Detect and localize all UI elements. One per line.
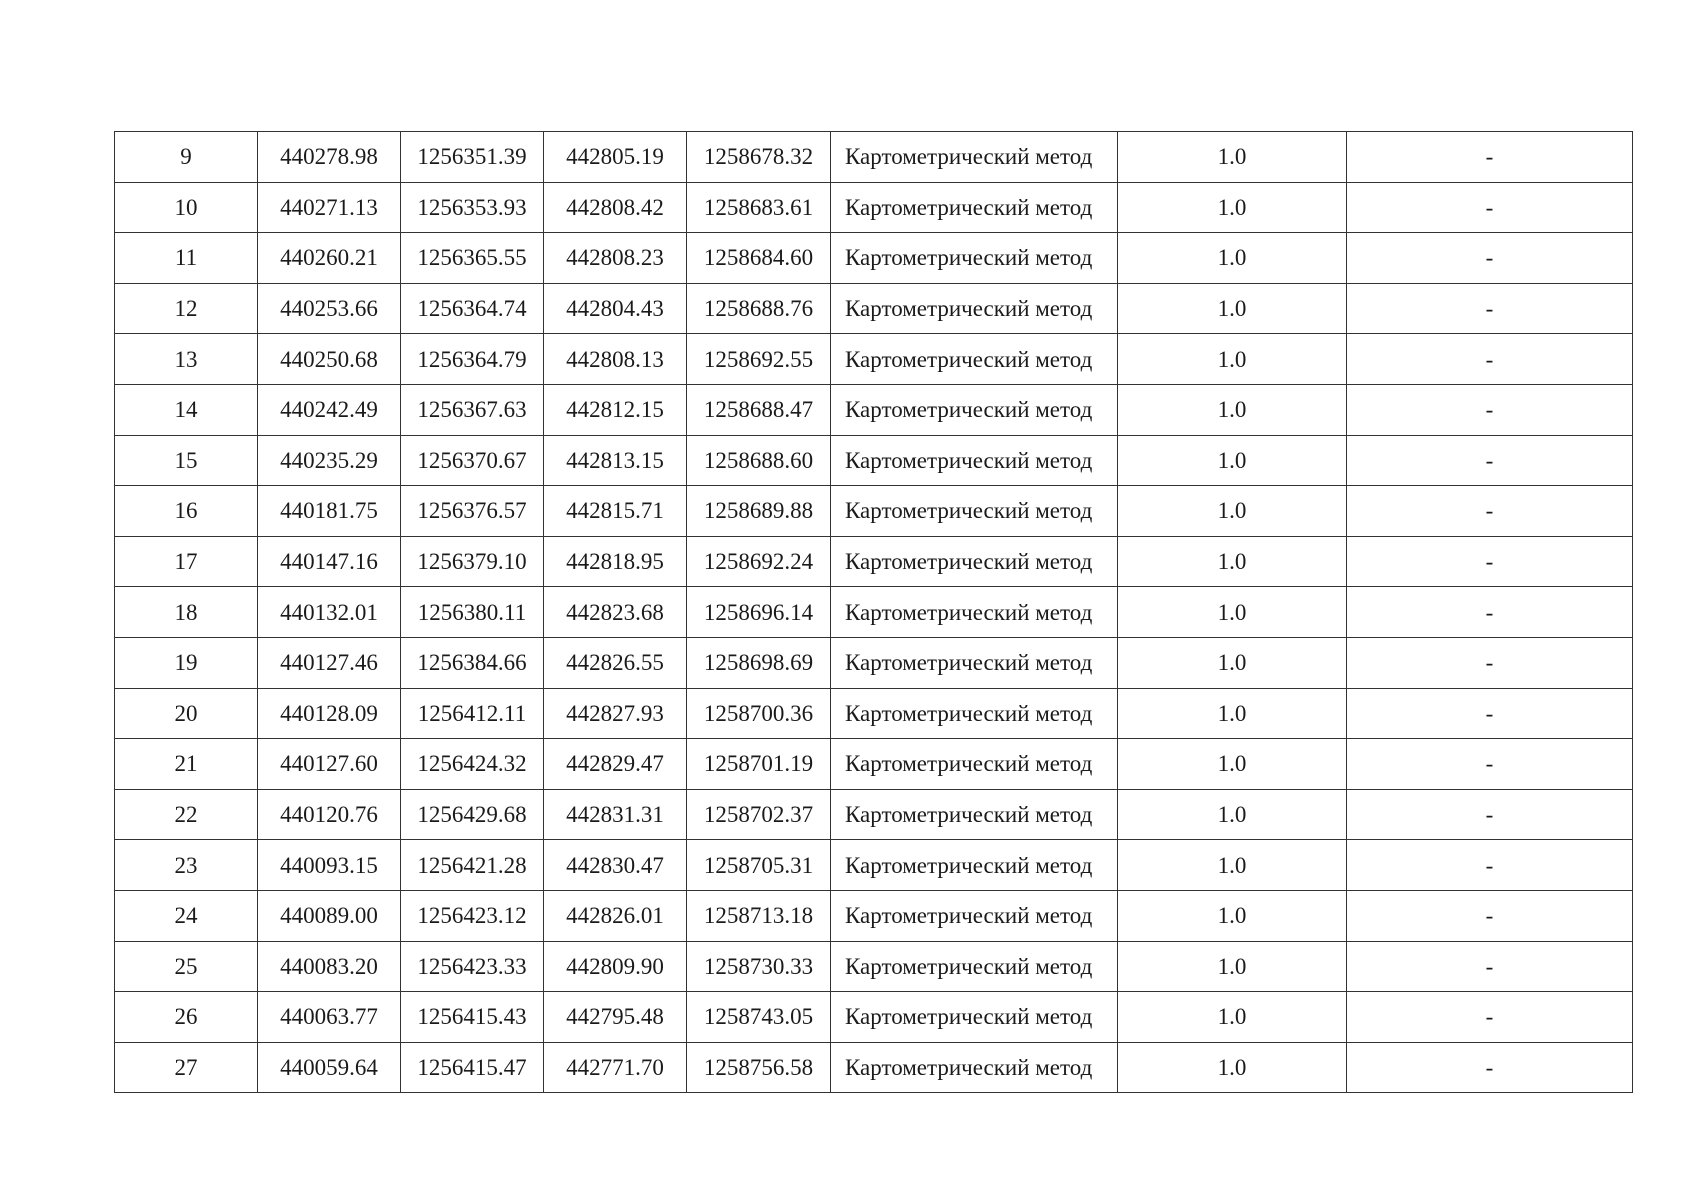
x-coordinate-1-cell: 440181.75 <box>258 486 401 537</box>
x-coordinate-2-cell: 442831.31 <box>544 789 687 840</box>
point-number-cell: 16 <box>115 486 258 537</box>
note-cell: - <box>1347 688 1633 739</box>
method-cell: Картометрический метод <box>831 587 1118 638</box>
x-coordinate-1-cell: 440093.15 <box>258 840 401 891</box>
note-cell: - <box>1347 840 1633 891</box>
y-coordinate-2-cell: 1258688.76 <box>687 283 831 334</box>
y-coordinate-1-cell: 1256351.39 <box>401 132 544 183</box>
y-coordinate-1-cell: 1256415.43 <box>401 992 544 1043</box>
table-row <box>115 435 1633 486</box>
point-number-cell: 13 <box>115 334 258 385</box>
note-cell: - <box>1347 182 1633 233</box>
accuracy-cell: 1.0 <box>1118 941 1347 992</box>
accuracy-cell: 1.0 <box>1118 1042 1347 1093</box>
accuracy-cell: 1.0 <box>1118 283 1347 334</box>
coordinates-table-body <box>115 132 1633 1093</box>
method-cell: Картометрический метод <box>831 182 1118 233</box>
table-row <box>115 637 1633 688</box>
y-coordinate-1-cell: 1256424.32 <box>401 739 544 790</box>
table-row <box>115 992 1633 1043</box>
accuracy-cell: 1.0 <box>1118 637 1347 688</box>
method-cell: Картометрический метод <box>831 992 1118 1043</box>
point-number-cell: 18 <box>115 587 258 638</box>
table-row <box>115 283 1633 334</box>
accuracy-cell: 1.0 <box>1118 890 1347 941</box>
y-coordinate-2-cell: 1258692.55 <box>687 334 831 385</box>
y-coordinate-2-cell: 1258700.36 <box>687 688 831 739</box>
x-coordinate-2-cell: 442827.93 <box>544 688 687 739</box>
method-cell: Картометрический метод <box>831 536 1118 587</box>
point-number-cell: 23 <box>115 840 258 891</box>
y-coordinate-2-cell: 1258730.33 <box>687 941 831 992</box>
y-coordinate-1-cell: 1256423.33 <box>401 941 544 992</box>
y-coordinate-1-cell: 1256421.28 <box>401 840 544 891</box>
accuracy-cell: 1.0 <box>1118 334 1347 385</box>
x-coordinate-1-cell: 440128.09 <box>258 688 401 739</box>
x-coordinate-1-cell: 440271.13 <box>258 182 401 233</box>
point-number-cell: 12 <box>115 283 258 334</box>
accuracy-cell: 1.0 <box>1118 688 1347 739</box>
note-cell: - <box>1347 233 1633 284</box>
method-cell: Картометрический метод <box>831 334 1118 385</box>
method-cell: Картометрический метод <box>831 688 1118 739</box>
accuracy-cell: 1.0 <box>1118 739 1347 790</box>
point-number-cell: 24 <box>115 890 258 941</box>
x-coordinate-1-cell: 440063.77 <box>258 992 401 1043</box>
x-coordinate-1-cell: 440127.60 <box>258 739 401 790</box>
y-coordinate-1-cell: 1256367.63 <box>401 384 544 435</box>
y-coordinate-2-cell: 1258756.58 <box>687 1042 831 1093</box>
table-row <box>115 384 1633 435</box>
y-coordinate-1-cell: 1256364.79 <box>401 334 544 385</box>
note-cell: - <box>1347 890 1633 941</box>
x-coordinate-1-cell: 440235.29 <box>258 435 401 486</box>
table-row <box>115 587 1633 638</box>
method-cell: Картометрический метод <box>831 283 1118 334</box>
table-row <box>115 536 1633 587</box>
y-coordinate-1-cell: 1256353.93 <box>401 182 544 233</box>
note-cell: - <box>1347 1042 1633 1093</box>
y-coordinate-2-cell: 1258698.69 <box>687 637 831 688</box>
method-cell: Картометрический метод <box>831 132 1118 183</box>
point-number-cell: 9 <box>115 132 258 183</box>
point-number-cell: 25 <box>115 941 258 992</box>
method-cell: Картометрический метод <box>831 233 1118 284</box>
x-coordinate-2-cell: 442808.13 <box>544 334 687 385</box>
y-coordinate-2-cell: 1258696.14 <box>687 587 831 638</box>
x-coordinate-2-cell: 442815.71 <box>544 486 687 537</box>
y-coordinate-1-cell: 1256364.74 <box>401 283 544 334</box>
accuracy-cell: 1.0 <box>1118 536 1347 587</box>
point-number-cell: 11 <box>115 233 258 284</box>
x-coordinate-1-cell: 440127.46 <box>258 637 401 688</box>
table-row <box>115 182 1633 233</box>
point-number-cell: 10 <box>115 182 258 233</box>
x-coordinate-2-cell: 442823.68 <box>544 587 687 638</box>
note-cell: - <box>1347 132 1633 183</box>
y-coordinate-2-cell: 1258702.37 <box>687 789 831 840</box>
table-row <box>115 233 1633 284</box>
note-cell: - <box>1347 637 1633 688</box>
x-coordinate-1-cell: 440253.66 <box>258 283 401 334</box>
table-row <box>115 486 1633 537</box>
x-coordinate-1-cell: 440132.01 <box>258 587 401 638</box>
point-number-cell: 19 <box>115 637 258 688</box>
method-cell: Картометрический метод <box>831 789 1118 840</box>
y-coordinate-2-cell: 1258683.61 <box>687 182 831 233</box>
method-cell: Картометрический метод <box>831 840 1118 891</box>
note-cell: - <box>1347 435 1633 486</box>
method-cell: Картометрический метод <box>831 890 1118 941</box>
y-coordinate-2-cell: 1258701.19 <box>687 739 831 790</box>
table-row <box>115 739 1633 790</box>
y-coordinate-1-cell: 1256412.11 <box>401 688 544 739</box>
y-coordinate-2-cell: 1258692.24 <box>687 536 831 587</box>
accuracy-cell: 1.0 <box>1118 435 1347 486</box>
x-coordinate-1-cell: 440260.21 <box>258 233 401 284</box>
note-cell: - <box>1347 486 1633 537</box>
method-cell: Картометрический метод <box>831 637 1118 688</box>
method-cell: Картометрический метод <box>831 435 1118 486</box>
y-coordinate-1-cell: 1256384.66 <box>401 637 544 688</box>
point-number-cell: 21 <box>115 739 258 790</box>
table-row <box>115 840 1633 891</box>
x-coordinate-2-cell: 442808.23 <box>544 233 687 284</box>
y-coordinate-1-cell: 1256365.55 <box>401 233 544 284</box>
point-number-cell: 27 <box>115 1042 258 1093</box>
accuracy-cell: 1.0 <box>1118 992 1347 1043</box>
x-coordinate-2-cell: 442826.55 <box>544 637 687 688</box>
y-coordinate-2-cell: 1258678.32 <box>687 132 831 183</box>
table-row <box>115 334 1633 385</box>
x-coordinate-2-cell: 442830.47 <box>544 840 687 891</box>
x-coordinate-1-cell: 440242.49 <box>258 384 401 435</box>
note-cell: - <box>1347 384 1633 435</box>
x-coordinate-1-cell: 440089.00 <box>258 890 401 941</box>
table-row <box>115 1042 1633 1093</box>
point-number-cell: 26 <box>115 992 258 1043</box>
point-number-cell: 14 <box>115 384 258 435</box>
accuracy-cell: 1.0 <box>1118 840 1347 891</box>
x-coordinate-1-cell: 440083.20 <box>258 941 401 992</box>
x-coordinate-2-cell: 442804.43 <box>544 283 687 334</box>
x-coordinate-2-cell: 442813.15 <box>544 435 687 486</box>
accuracy-cell: 1.0 <box>1118 132 1347 183</box>
y-coordinate-2-cell: 1258713.18 <box>687 890 831 941</box>
x-coordinate-2-cell: 442809.90 <box>544 941 687 992</box>
note-cell: - <box>1347 941 1633 992</box>
x-coordinate-2-cell: 442808.42 <box>544 182 687 233</box>
x-coordinate-2-cell: 442805.19 <box>544 132 687 183</box>
x-coordinate-1-cell: 440250.68 <box>258 334 401 385</box>
method-cell: Картометрический метод <box>831 384 1118 435</box>
x-coordinate-2-cell: 442826.01 <box>544 890 687 941</box>
note-cell: - <box>1347 283 1633 334</box>
point-number-cell: 20 <box>115 688 258 739</box>
x-coordinate-2-cell: 442829.47 <box>544 739 687 790</box>
note-cell: - <box>1347 992 1633 1043</box>
table-row <box>115 688 1633 739</box>
y-coordinate-1-cell: 1256380.11 <box>401 587 544 638</box>
point-number-cell: 15 <box>115 435 258 486</box>
y-coordinate-1-cell: 1256429.68 <box>401 789 544 840</box>
y-coordinate-1-cell: 1256379.10 <box>401 536 544 587</box>
note-cell: - <box>1347 587 1633 638</box>
accuracy-cell: 1.0 <box>1118 789 1347 840</box>
accuracy-cell: 1.0 <box>1118 233 1347 284</box>
method-cell: Картометрический метод <box>831 941 1118 992</box>
table-row <box>115 132 1633 183</box>
note-cell: - <box>1347 536 1633 587</box>
x-coordinate-1-cell: 440278.98 <box>258 132 401 183</box>
note-cell: - <box>1347 789 1633 840</box>
x-coordinate-1-cell: 440147.16 <box>258 536 401 587</box>
y-coordinate-1-cell: 1256376.57 <box>401 486 544 537</box>
accuracy-cell: 1.0 <box>1118 182 1347 233</box>
x-coordinate-2-cell: 442818.95 <box>544 536 687 587</box>
y-coordinate-1-cell: 1256415.47 <box>401 1042 544 1093</box>
accuracy-cell: 1.0 <box>1118 384 1347 435</box>
y-coordinate-2-cell: 1258743.05 <box>687 992 831 1043</box>
x-coordinate-2-cell: 442795.48 <box>544 992 687 1043</box>
accuracy-cell: 1.0 <box>1118 486 1347 537</box>
table-row <box>115 941 1633 992</box>
x-coordinate-1-cell: 440059.64 <box>258 1042 401 1093</box>
y-coordinate-2-cell: 1258689.88 <box>687 486 831 537</box>
x-coordinate-2-cell: 442812.15 <box>544 384 687 435</box>
y-coordinate-2-cell: 1258684.60 <box>687 233 831 284</box>
coordinates-table <box>114 131 1633 1093</box>
method-cell: Картометрический метод <box>831 486 1118 537</box>
y-coordinate-1-cell: 1256423.12 <box>401 890 544 941</box>
point-number-cell: 17 <box>115 536 258 587</box>
method-cell: Картометрический метод <box>831 1042 1118 1093</box>
table-row <box>115 789 1633 840</box>
x-coordinate-2-cell: 442771.70 <box>544 1042 687 1093</box>
note-cell: - <box>1347 739 1633 790</box>
x-coordinate-1-cell: 440120.76 <box>258 789 401 840</box>
y-coordinate-2-cell: 1258705.31 <box>687 840 831 891</box>
method-cell: Картометрический метод <box>831 739 1118 790</box>
table-row <box>115 890 1633 941</box>
accuracy-cell: 1.0 <box>1118 587 1347 638</box>
y-coordinate-2-cell: 1258688.60 <box>687 435 831 486</box>
y-coordinate-2-cell: 1258688.47 <box>687 384 831 435</box>
point-number-cell: 22 <box>115 789 258 840</box>
y-coordinate-1-cell: 1256370.67 <box>401 435 544 486</box>
note-cell: - <box>1347 334 1633 385</box>
